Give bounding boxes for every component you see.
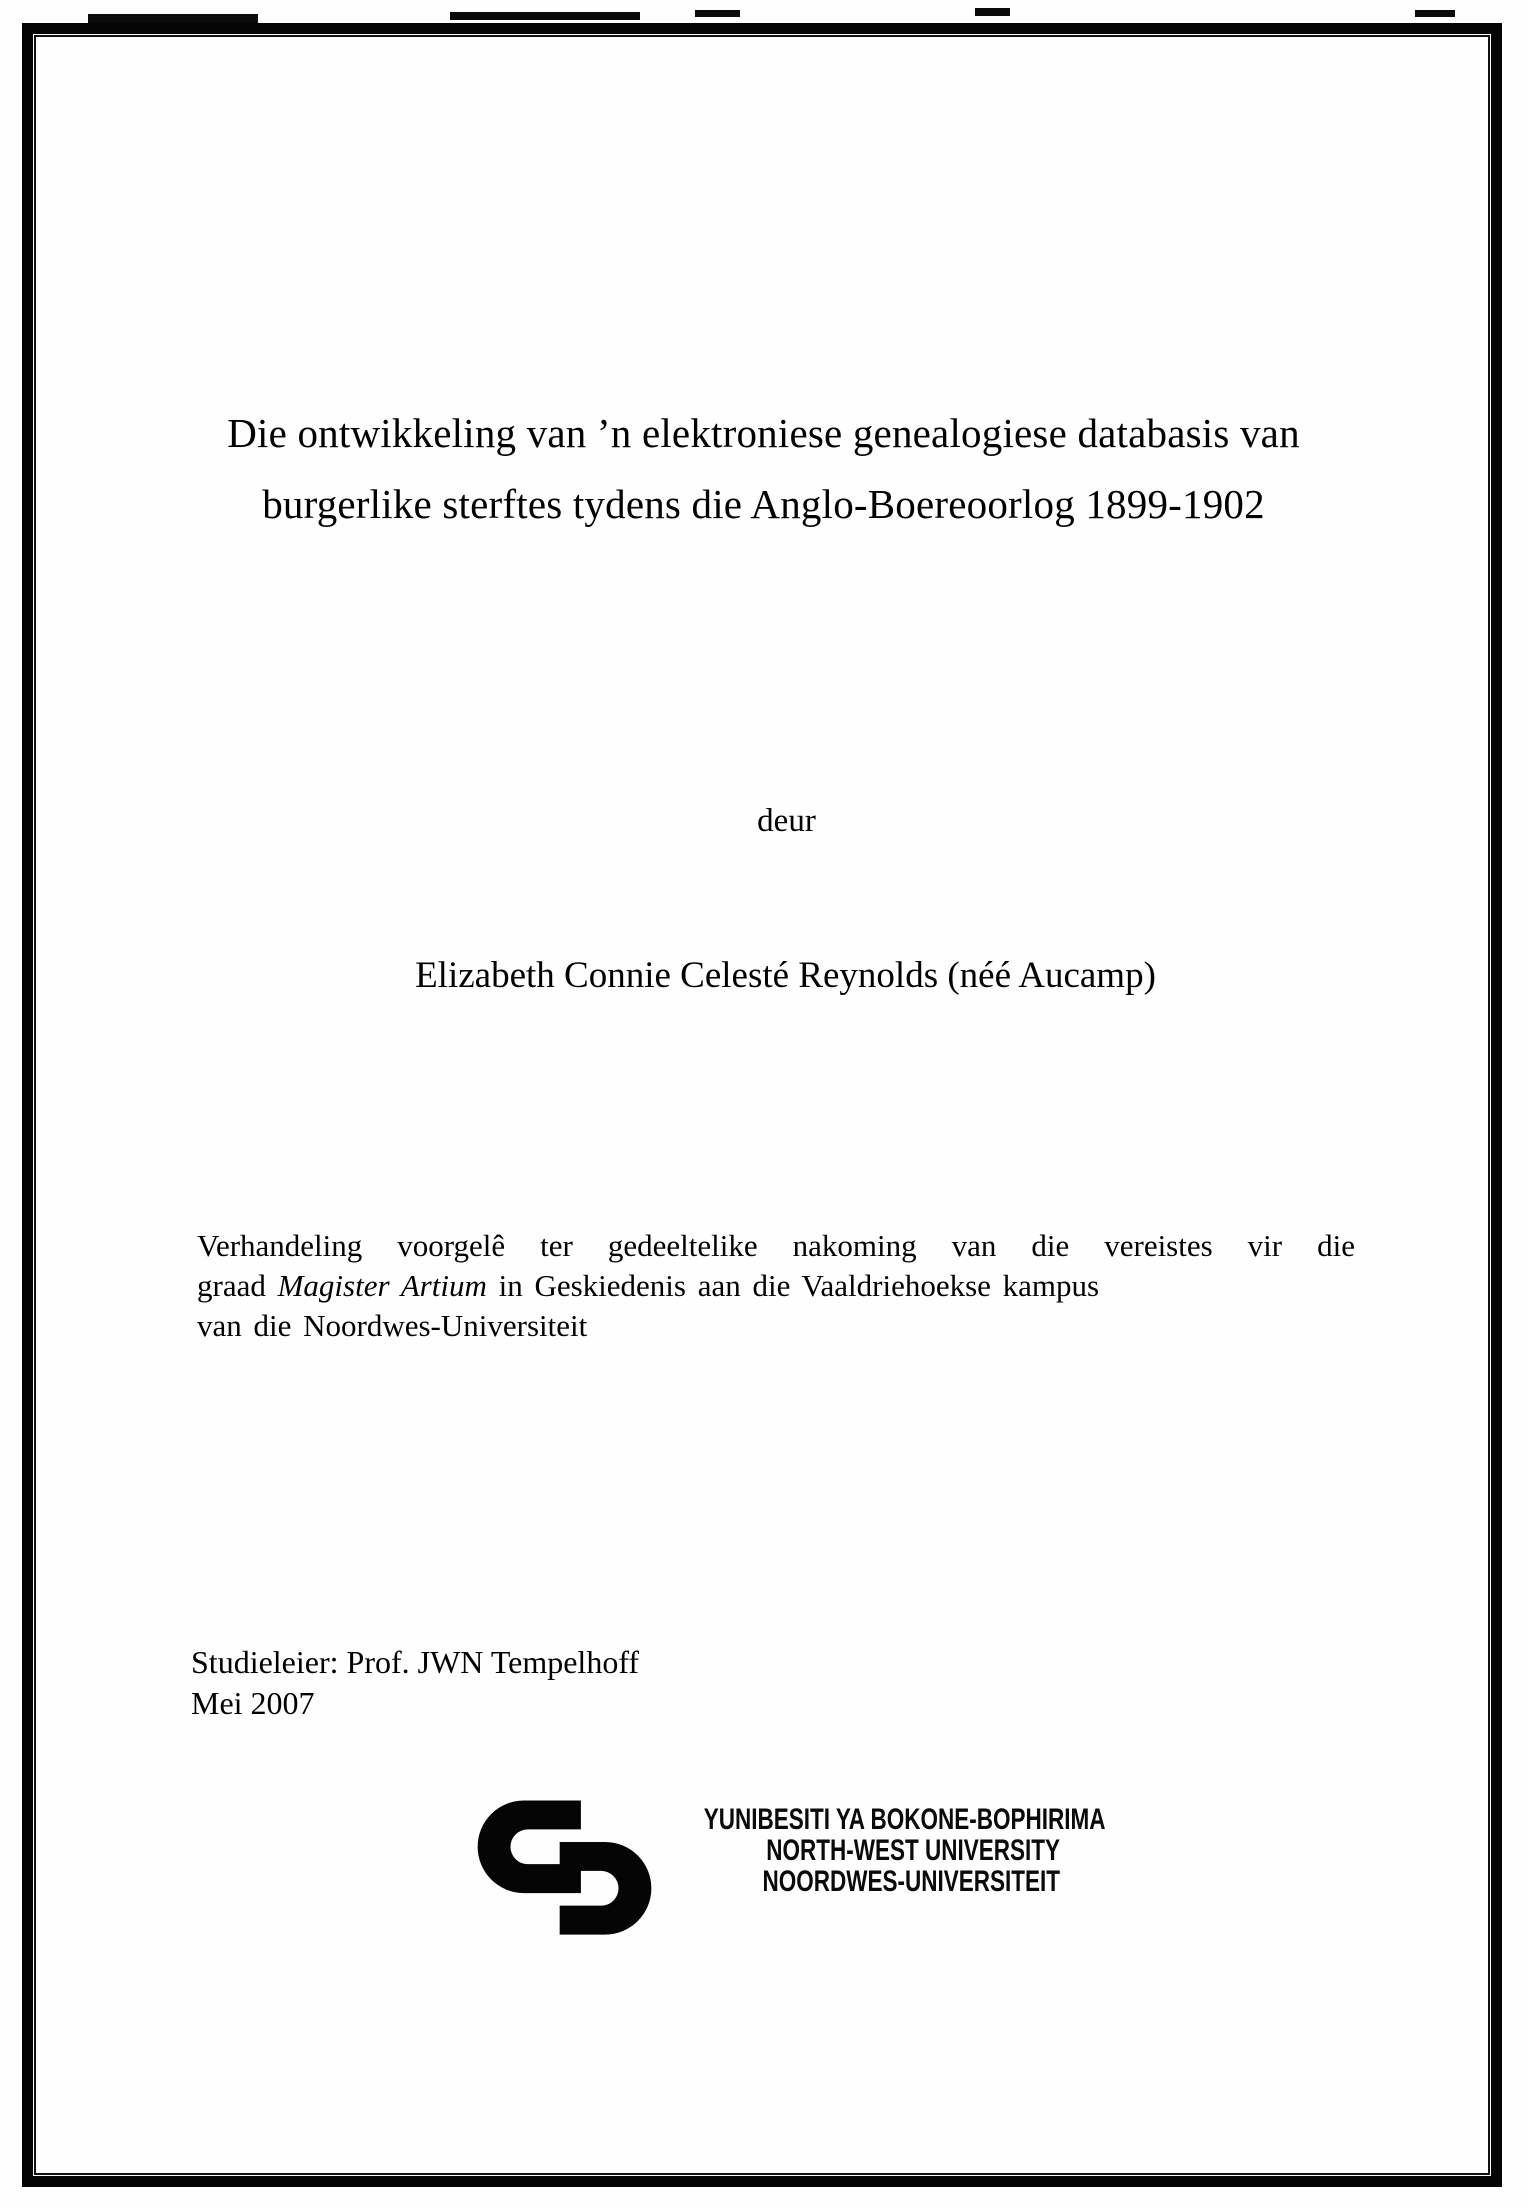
university-logo xyxy=(468,1798,1106,1943)
statement-line1: Verhandeling voorgelê ter gedeeltelike nakoming van die vereistes vir die xyxy=(197,1228,1355,1263)
statement-line2 xyxy=(197,1266,1355,1306)
thesis-title-line1: Die ontwikkeling van ’n elektroniese genealogiese databasis van xyxy=(227,410,1300,456)
date-line: Mei 2007 xyxy=(191,1685,315,1721)
logo-text-afrikaans: NOORDWES-UNIVERSITEIT xyxy=(762,1865,1060,1898)
university-logo-text xyxy=(585,1803,1106,1898)
scan-artifact xyxy=(450,12,640,20)
statement-line2-prefix: graad xyxy=(197,1268,278,1303)
author-name: Elizabeth Connie Celesté Reynolds (néé Aucamp) xyxy=(415,955,1156,996)
thesis-title-line2: burgerlike sterftes tydens die Anglo-Boereoorlog 1899-1902 xyxy=(262,481,1265,527)
thesis-title xyxy=(60,398,1467,540)
scan-artifact xyxy=(975,8,1010,16)
scan-artifact xyxy=(695,10,740,17)
supervisor-line: Studieleier: Prof. JWN Tempelhoff xyxy=(191,1644,640,1680)
statement-line2-suffix: in Geskiedenis aan die Vaaldriehoekse kampus xyxy=(486,1268,1100,1303)
statement-line3: van die Noordwes-Universiteit xyxy=(197,1308,588,1343)
logo-text-setswana: YUNIBESITI YA BOKONE-BOPHIRIMA xyxy=(703,1803,1106,1836)
byline-deur: deur xyxy=(757,803,816,839)
supervisor-block xyxy=(191,1642,639,1724)
logo-text-english: NORTH-WEST UNIVERSITY xyxy=(766,1834,1060,1867)
scan-artifact xyxy=(1415,10,1455,17)
thesis-statement xyxy=(197,1226,1355,1346)
scan-artifact xyxy=(88,14,258,23)
statement-degree-name: Magister Artium xyxy=(277,1268,487,1303)
